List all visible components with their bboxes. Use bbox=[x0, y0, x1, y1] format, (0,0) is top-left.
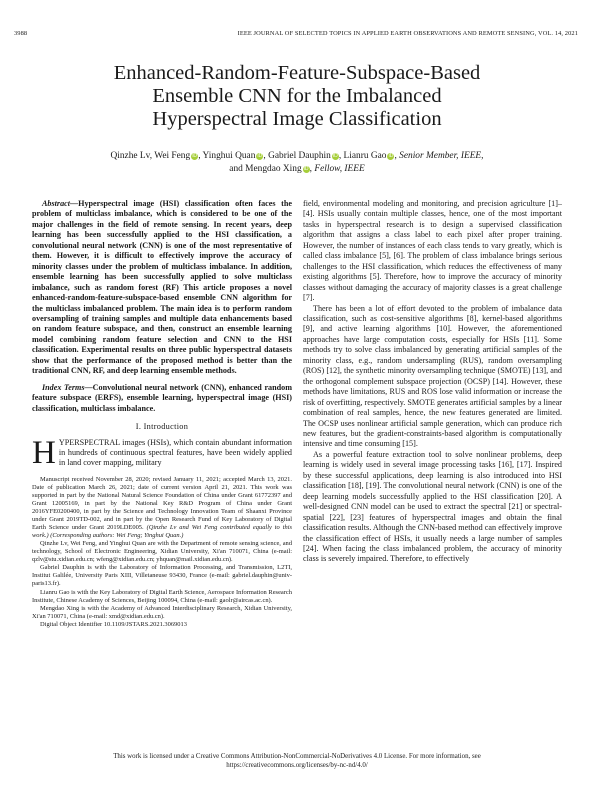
footnote-affiliation-2: Gabriel Dauphin is with the Laboratory of Information Processing, and Transmission, L2TI, Institut Galilée, University Paris XIII, Villetaneuse 93430, France (e-mail: gabriel.dauphin@univ-paris13.fr). bbox=[32, 564, 292, 588]
index-terms-text: —Convolutional neural network (CNN), enhanced random feature subspace (ERFS), ensemble learning, hyperspectral image (HSI) classification, multiclass imbalance. bbox=[32, 382, 292, 413]
orcid-icon[interactable]: iD bbox=[257, 153, 263, 159]
orcid-icon[interactable]: iD bbox=[192, 153, 198, 159]
title-line-2: Ensemble CNN for the Imbalanced bbox=[152, 85, 442, 107]
license-notice bbox=[60, 752, 534, 770]
license-link[interactable]: https://creativecommons.org/licenses/by-nc-nd/4.0/ bbox=[226, 762, 368, 769]
author-names-4: , Lianru Gao bbox=[338, 151, 387, 161]
intro-paragraph bbox=[32, 434, 292, 471]
abstract-text: —Hyperspectral image (HSI) classification often faces the problem of multiclass imbalance, which is considered to be one of the major challenges in the field of remote sensing. In recent years, deep learning has been successfully applied to the HSI classification, a convolutional neural network (CNN) is one of the most representative of them. However, it is difficult to effectively improve the accuracy of minority classes under the problem of multiclass imbalance. In addition, ensemble learning has been successfully applied to solve multiclass imbalance, such as random forest (RF) This article proposes a novel enhanced-random-feature-subspace-based ensemble CNN algorithm for the multiclass imbalanced problem. The main idea is to perform random oversampling of training samples and multiple data enhancements based on random feature subspace, and then, construct an ensemble learning model combining random feature selection and CNN to the HSI classification. Experimental results on three public hyperspectral datasets show that the performance of the proposed method is better than the traditional CNN, RF, and deep learning ensemble methods. bbox=[32, 199, 292, 376]
title-line-1: Enhanced-Random-Feature-Subspace-Based bbox=[113, 62, 481, 84]
author-names-6: and Mengdao Xing bbox=[229, 164, 302, 174]
author-sep: , bbox=[394, 151, 397, 161]
intro-text: YPERSPECTRAL images (HSIs), which contain abundant information in hundreds of continuous spectral features, have been widely applied in land cover mapping, military bbox=[58, 437, 292, 468]
author-names-3: , Gabriel Dauphin bbox=[263, 151, 331, 161]
paper-title bbox=[40, 62, 554, 131]
orcid-icon[interactable]: iD bbox=[332, 153, 338, 159]
author-degree-fellow: Fellow, IEEE bbox=[314, 164, 365, 174]
author-list bbox=[40, 150, 554, 176]
author-line-2 bbox=[40, 163, 554, 176]
footnote-received: Manuscript received November 28, 2020; revised January 11, 2021; accepted March 13, 2021. Date of publication March 26, 2021; date of current version April 21, 2021. This work was supported in part by the National Natural Science Foundation of China under Grant 61772397 and Grant 12005169, in part by the National Key R&D Program of China under Grant 2016YFE0200400, in part by the Science and Technology Innovation Team of Shaanxi Province under Grant 2019TD-002, and in part by the Open Research Fund of Key Laboratory of Digital Earth Science under Grant 2019LDE005. (Qinzhe Lv and Wei Feng contributed equally to this work.) (Corresponding authors: Wei Feng; Yinghui Quan.) bbox=[32, 475, 293, 540]
footnote-affiliation-1: Qinzhe Lv, Wei Feng, and Yinghui Quan are with the Department of remote sensing science, and technology, School of Electronic Engineering, Xidian University, Xi'an 710071, China (e-mail: qzlv@stu.xidian.edu.cn; wfeng@xidian.edu.cn; yhquan@mail.xidian.edu.cn). bbox=[32, 540, 292, 564]
body-paragraph-1: field, environmental modeling and monitoring, and precision agriculture [1]–[4]. HSIs usually contain multiple classes, hence, one of the most important tasks in hyperspectral research is to design a supervised classification algorithm that assigns a class label to each pixel after proper training. However, the number of instances of each class tends to vary greatly, which is called class imbalance [5], [6]. The problem of class imbalance brings serious challenges to the HSI classification, which reduces the effectiveness of many existing algorithms [5]. Therefore, how to improve the accuracy of minority classes without damaging the accuracy of majority classes is a great challenge [7]. bbox=[303, 199, 562, 303]
orcid-icon[interactable]: iD bbox=[388, 153, 394, 159]
author-line-1 bbox=[40, 150, 554, 163]
journal-running-header: IEEE JOURNAL OF SELECTED TOPICS IN APPLIED EARTH OBSERVATIONS AND REMOTE SENSING, VOL. 14, 2021 bbox=[237, 30, 578, 37]
title-line-3: Hyperspectral Image Classification bbox=[152, 108, 442, 130]
body-paragraph-2: There has been a lot of effort devoted to the problem of imbalance data classification, such as cost-sensitive algorithms [8], kernel-based algorithms [9], and active learning algorithms [10]. However, the aforementioned approaches have large computation costs, especially for HSIs [11]. Some methods try to solve class imbalanced by generating artificial samples of the minority class, e.g., random undersampling (RUS), random oversampling (ROS) [12], the synthetic minority oversampling technique (SMOTE) [13], and the orthogonal complement subspace projection (OCSP) [14]. However, these methods have limitations, RUS and ROS lose valid information or increase the risk of overfitting, respectively. SMOTE generates artificial samples by a linear combination of real samples, hence, the new features generated are limited. The OCSP uses nonlinear artificial sample generation, which can produce rich new features, but the gradient-constraints-based algorithm is computationally intensive and time consuming [15]. bbox=[303, 303, 562, 449]
abstract-label: Abstract bbox=[42, 199, 70, 208]
license-line-1: This work is licensed under a Creative Commons Attribution-NonCommercial-NoDerivatives 4.0 License. For more information, see bbox=[113, 753, 481, 760]
index-terms bbox=[32, 383, 292, 414]
footnote-affiliation-4: Mengdao Xing is with the Academy of Advanced Interdisciplinary Research, Xidian University, Xi'an 710071, China (e-mail: xmd@xidian.edu.cn). bbox=[32, 604, 292, 620]
abstract bbox=[32, 199, 292, 377]
author-names-1: Qinzhe Lv, Wei Feng bbox=[110, 151, 191, 161]
footnotes bbox=[32, 476, 292, 629]
footnote-affiliation-3: Lianru Gao is with the Key Laboratory of Digital Earth Science, Aerospace Information Research Institute, Chinese Academy of Sciences, Beijing 100094, China (e-mail: gaolr@aircas.ac.cn). bbox=[32, 588, 292, 604]
page-number: 3988 bbox=[14, 30, 28, 37]
orcid-icon[interactable]: iD bbox=[303, 166, 309, 172]
right-column bbox=[303, 199, 562, 565]
footnote-doi: Digital Object Identifier 10.1109/JSTARS.2021.3069013 bbox=[40, 620, 187, 628]
body-paragraph-3: As a powerful feature extraction tool to solve nonlinear problems, deep learning is widely used in several image processing tasks [16], [17]. Inspired by these successful applications, deep learning is also introduced into HSI classification [18], [19]. The convolutional neural network (CNN) is one of the deep learning models successfully applied to the HSI classification [20]. A well-designed CNN model can be used to extract the spectral [21] or spectral-spatial [22], [23] features of hyperspectral images and obtain the final classification results. Although the CNN-based method can effectively improve the classification effect of HSIs, it usually needs a large number of samples [24]. When facing the class imbalanced problem, the accuracy of minority class is severely impaired. Therefore, to effectively bbox=[303, 449, 562, 564]
author-sep-2: , bbox=[309, 164, 313, 174]
left-column bbox=[32, 199, 292, 629]
drop-cap: H bbox=[32, 434, 56, 471]
section-heading: I. Introduction bbox=[135, 422, 189, 432]
author-names-2: , Yinghui Quan bbox=[198, 151, 256, 161]
author-degree-senior: Senior Member, IEEE, bbox=[399, 151, 484, 161]
index-terms-label: Index Terms bbox=[42, 382, 85, 392]
